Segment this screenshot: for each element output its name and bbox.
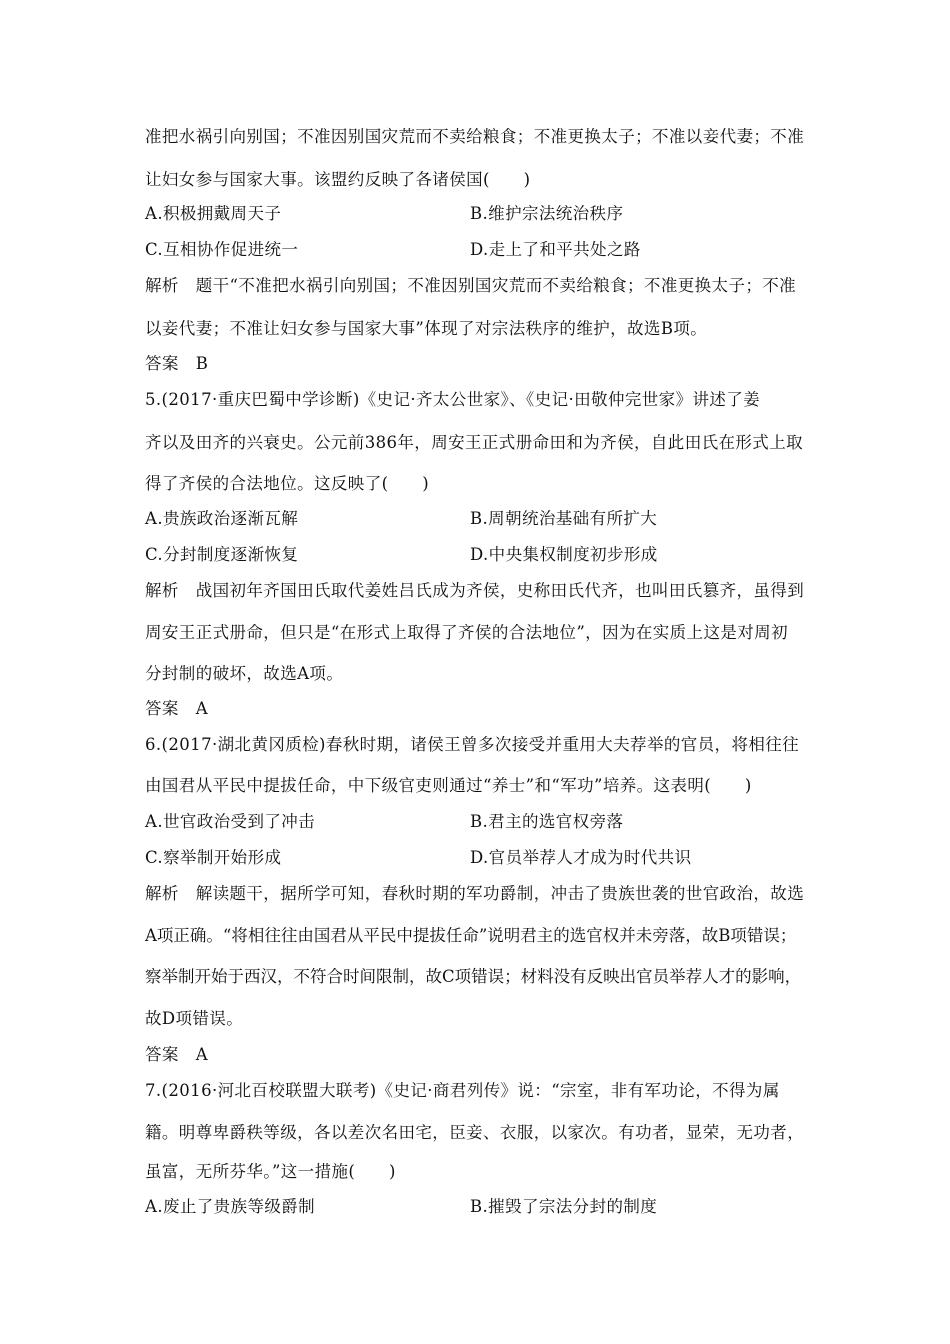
q4-stem-line-2: 让妇女参与国家大事。该盟约反映了各诸侯国( ) [145, 170, 531, 189]
q5-stem-line-1: 5.(2017·重庆巴蜀中学诊断)《史记·齐太公世家》、《史记·田敬仲完世家》讲述了姜 [145, 390, 761, 409]
q6-answer: 答案 A [145, 1045, 209, 1064]
q7-stem-line-3: 虽富，无所芬华。”这一措施( ) [145, 1162, 396, 1181]
q4-analysis-line-2: 以妾代妻；不准让妇女参与国家大事”体现了对宗法秩序的维护，故选B项。 [145, 319, 708, 338]
q5-analysis-line-2: 周安王正式册命，但只是“在形式上取得了齐侯的合法地位”，因为在实质上这是对周初 [145, 623, 788, 642]
q5-option-c: C.分封制度逐渐恢复 [145, 545, 299, 564]
q4-analysis-line-1: 解析 题干“不准把水祸引向别国；不准因别国灾荒而不卖给粮食；不准更换太子；不准 [145, 276, 797, 295]
q5-analysis-line-1: 解析 战国初年齐国田氏取代姜姓吕氏成为齐侯，史称田氏代齐，也叫田氏篡齐，虽得到 [145, 581, 805, 600]
q6-option-d: D.官员举荐人才成为时代共识 [470, 848, 692, 867]
q6-stem-line-2: 由国君从平民中提拔任命，中下级官吏则通过“养士”和“军功”培养。这表明( ) [145, 776, 752, 795]
q4-option-d: D.走上了和平共处之路 [470, 240, 641, 259]
q4-answer: 答案 B [145, 354, 209, 373]
q5-option-d: D.中央集权制度初步形成 [470, 545, 658, 564]
q6-stem-line-1: 6.(2017·湖北黄冈质检)春秋时期，诸侯王曾多次接受并重用大夫荐举的官员，将相往往 [145, 735, 800, 754]
q4-stem-line-1: 准把水祸引向别国；不准因别国灾荒而不卖给粮食；不准更换太子；不准以妾代妻；不准 [145, 127, 805, 146]
q5-option-b: B.周朝统治基础有所扩大 [470, 509, 658, 528]
q5-answer: 答案 A [145, 699, 209, 718]
q6-option-a: A.世官政治受到了冲击 [145, 812, 316, 831]
q4-option-c: C.互相协作促进统一 [145, 240, 299, 259]
q7-option-b: B.摧毁了宗法分封的制度 [470, 1197, 658, 1216]
q7-option-a: A.废止了贵族等级爵制 [145, 1197, 316, 1216]
q5-option-a: A.贵族政治逐渐瓦解 [145, 509, 299, 528]
q7-stem-line-1: 7.(2016·河北百校联盟大联考)《史记·商君列传》说：“宗室，非有军功论，不得为属 [145, 1081, 780, 1100]
q5-analysis-line-3: 分封制的破坏，故选A项。 [145, 664, 344, 683]
q5-stem-line-2: 齐以及田齐的兴衰史。公元前386年，周安王正式册命田和为齐侯，自此田氏在形式上取 [145, 433, 803, 452]
q4-option-b: B.维护宗法统治秩序 [470, 204, 624, 223]
q6-analysis-line-2: A项正确。“将相往往由国君从平民中提拔任命”说明君主的选官权并未旁落，故B项错误； [145, 926, 797, 945]
q6-option-b: B.君主的选官权旁落 [470, 812, 624, 831]
q6-analysis-line-4: 故D项错误。 [145, 1009, 244, 1028]
q7-stem-line-2: 籍。明尊卑爵秩等级，各以差次名田宅，臣妾、衣服，以家次。有功者，显荣，无功者， [145, 1123, 805, 1142]
q6-analysis-line-1: 解析 解读题干，据所学可知，春秋时期的军功爵制，冲击了贵族世袭的世官政治，故选 [145, 884, 805, 903]
q4-option-a: A.积极拥戴周天子 [145, 204, 282, 223]
q6-analysis-line-3: 察举制开始于西汉，不符合时间限制，故C项错误；材料没有反映出官员举荐人才的影响， [145, 967, 802, 986]
q6-option-c: C.察举制开始形成 [145, 848, 282, 867]
q5-stem-line-3: 得了齐侯的合法地位。这反映了( ) [145, 474, 430, 493]
